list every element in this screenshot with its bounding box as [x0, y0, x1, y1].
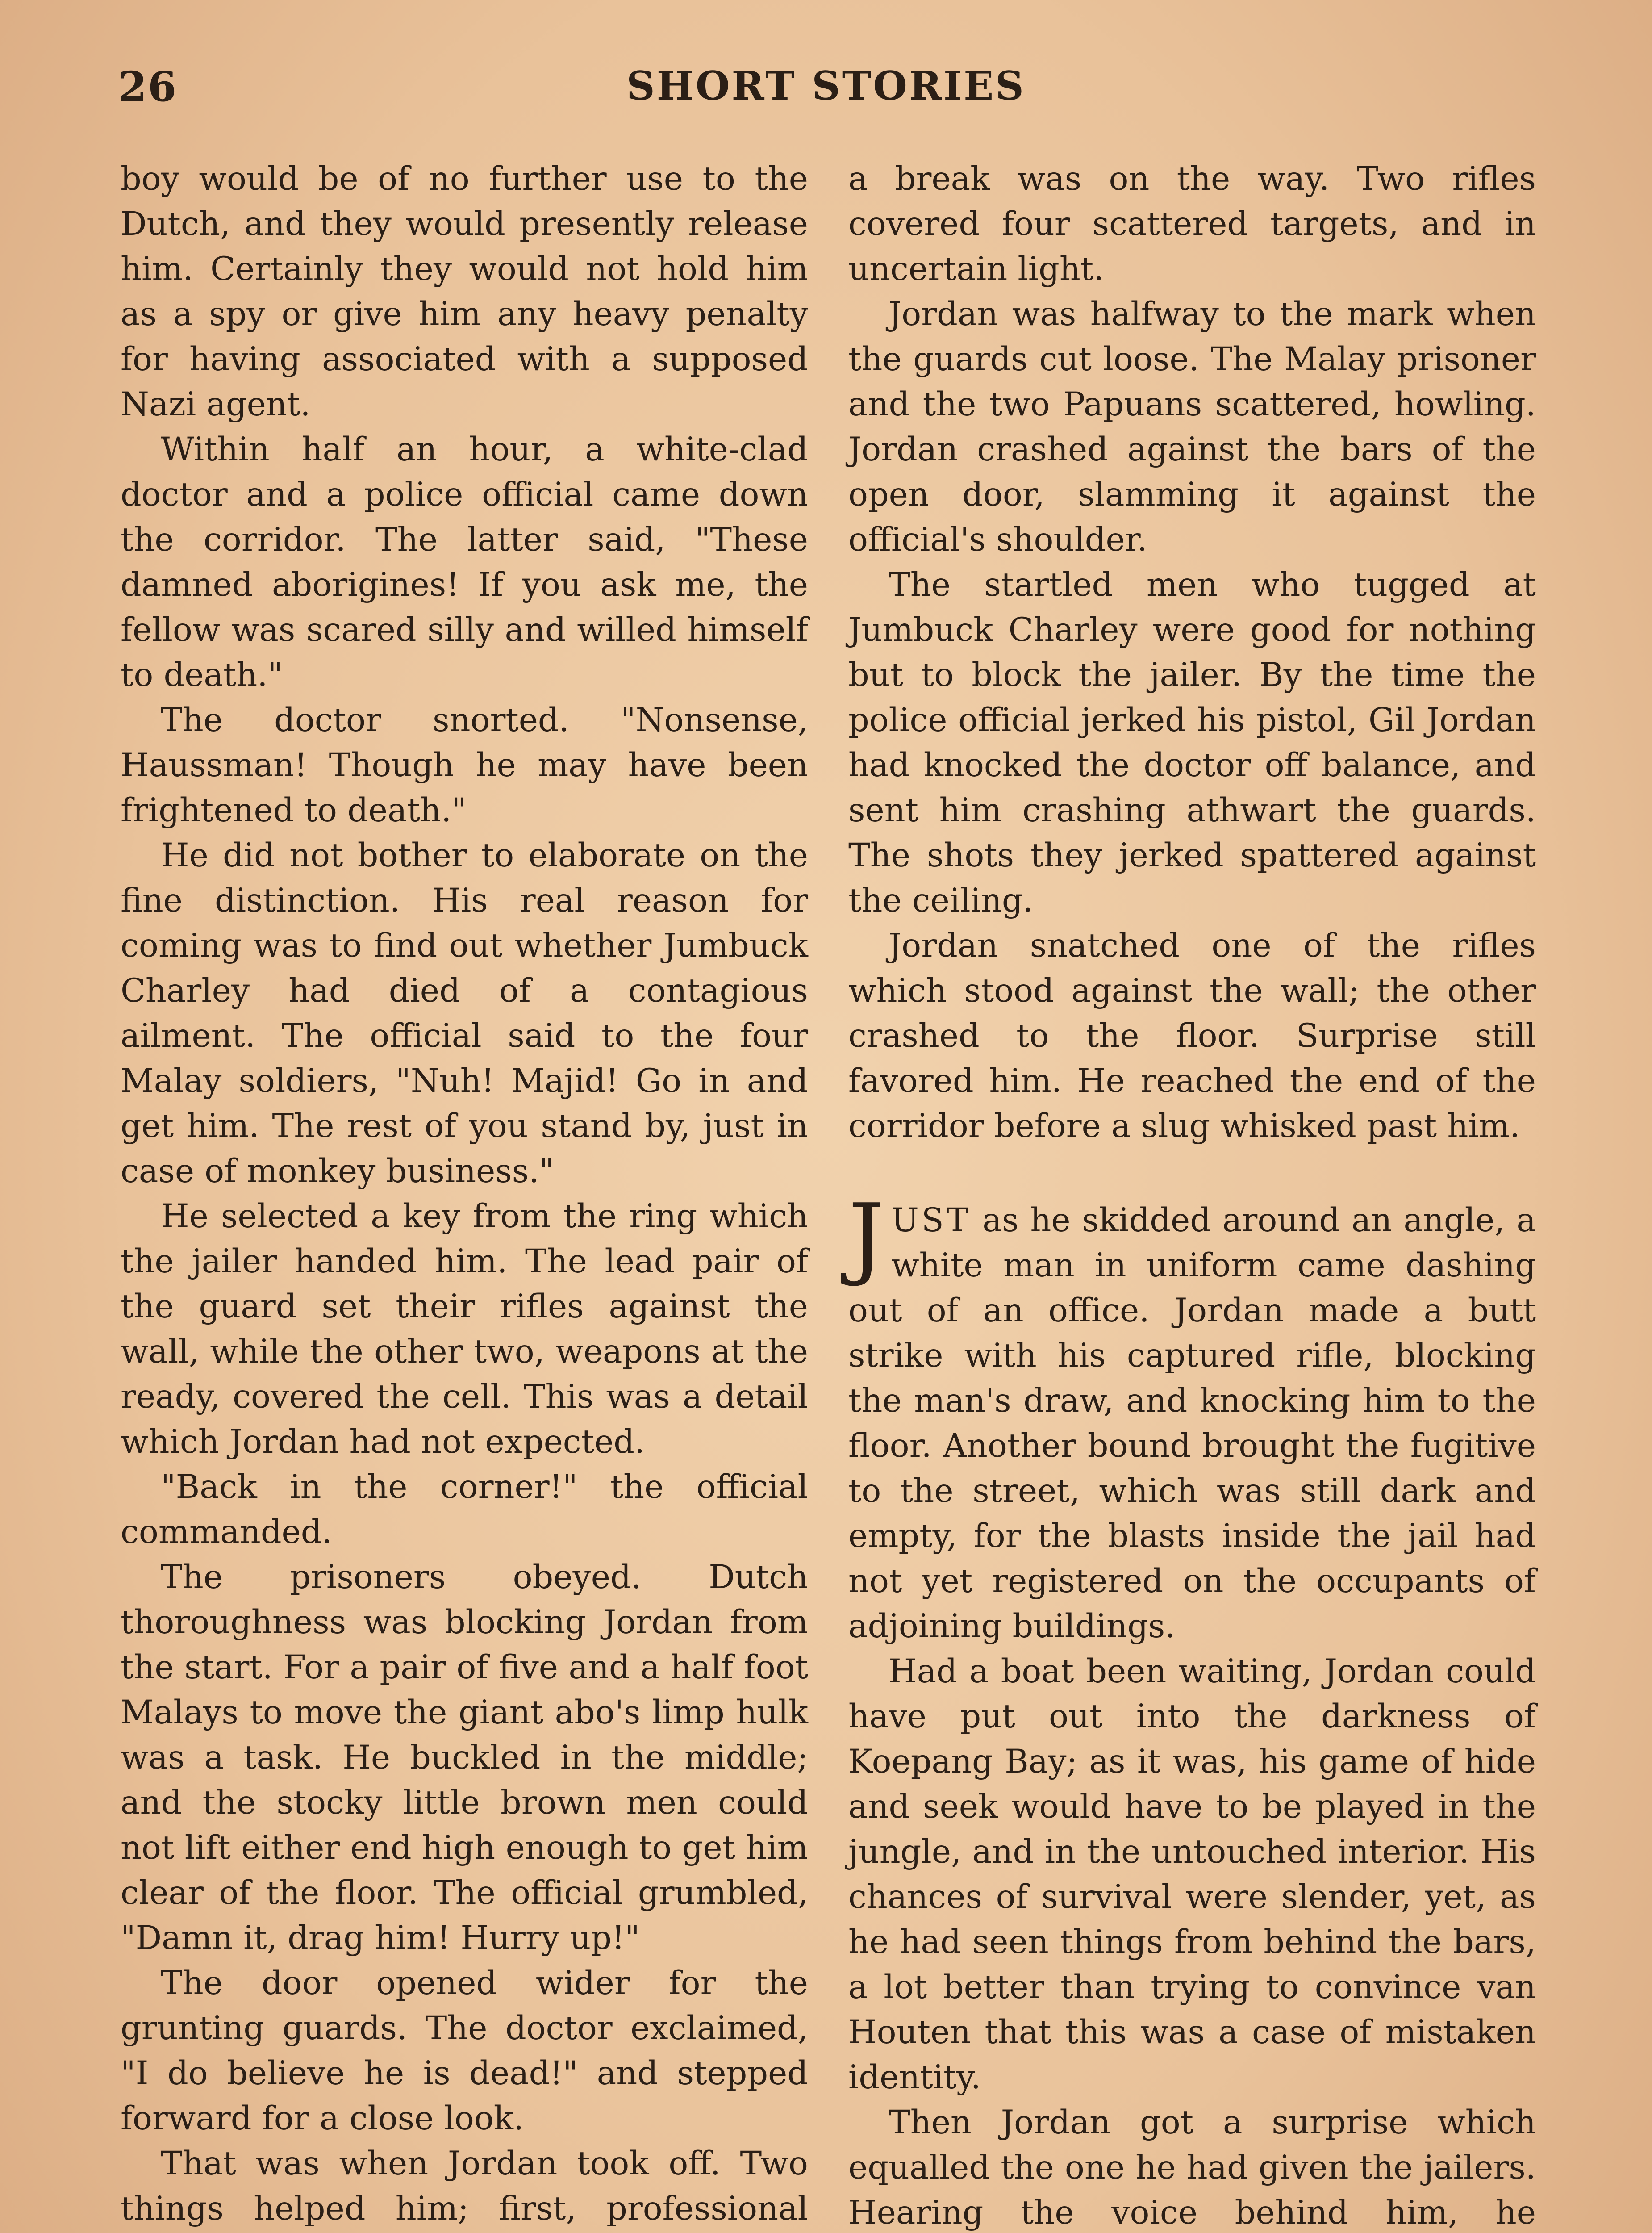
paragraph: He selected a key from the ring which the jailer handed him. The lead pair of the guard set their rifles against the wall, while the other two, weapons at the ready, covered the cell. This was a detail which Jordan had not expected. [121, 1197, 808, 1461]
drop-cap: J [848, 1185, 884, 1289]
running-head: SHORT STORIES [626, 63, 1026, 109]
left-column [121, 156, 808, 2233]
section-opening-paragraph [848, 1185, 1536, 1649]
paragraph: He did not bother to elaborate on the fine distinction. His real reason for coming was to find out whether Jumbuck Charley had died of a contagious ailment. The official said to the four Malay soldiers, "Nuh! Majid! Go in and get him. The rest of you stand by, just in case of monkey business." [121, 836, 808, 1190]
paragraph: a break was on the way. Two rifles covered four scattered targets, and in uncertain light. [848, 160, 1536, 288]
paragraph: Then Jordan got a surprise which equalled the one he had given the jailers. Hearing the voice behind him, he [848, 2103, 1536, 2232]
paragraph: The startled men who tugged at Jumbuck Charley were good for nothing but to block the jailer. By the time the police official jerked his pistol, Gil Jordan had knocked the doctor off balance, and sent him crashing athwart the guards. The shots they jerked spattered against the ceiling. [848, 566, 1536, 920]
paragraph: Jordan was halfway to the mark when the guards cut loose. The Malay prisoner and the two Papuans scattered, howling. Jordan crashed against the bars of the open door, slamming it against the official's shoulder. [848, 295, 1536, 559]
paragraph: "Back in the corner!" the official commanded. [121, 1468, 808, 1551]
paragraph: The doctor snorted. "Nonsense, Haussman! Though he may have been frightened to death." [121, 701, 808, 829]
page-number: 26 [118, 63, 178, 111]
lead-caps: UST [891, 1201, 971, 1239]
right-column [848, 156, 1536, 2233]
page-header [118, 63, 1534, 116]
paragraph: The door opened wider for the grunting guards. The doctor exclaimed, "I do believe he is dead!" and stepped forward for a close look. [121, 1964, 808, 2137]
paragraph: boy would be of no further use to the Dutch, and they would presently release him. Certainly they would not hold him as a spy or give him any heavy penalty for having associated with a supposed Nazi agent. [121, 160, 808, 423]
section-opening-text: as he skidded around an angle, a white man in uniform came dashing out of an office. Jordan made a butt strike with his captured rifle, blocking the man's draw, and knocking him to the floor. Another bound brought the fugitive to the street, which was still dark and empty, for the blasts inside the jail had not yet registered on the occupants of adjoining buildings. [848, 1201, 1536, 1645]
paragraph: Within half an hour, a white-clad doctor and a police official came down the corridor. The latter said, "These damned aborigines! If you ask me, the fellow was scared silly and willed himself to death." [121, 431, 808, 694]
section-break [848, 1149, 1536, 1198]
paragraph: Had a boat been waiting, Jordan could have put out into the darkness of Koepang Bay; as it was, his game of hide and seek would have to be played in the jungle, and in the untouched interior. His chances of survival were slender, yet, as he had seen things from behind the bars, a lot better than trying to convince van Houten that this was a case of mistaken identity. [848, 1652, 1536, 2096]
paragraph: That was when Jordan took off. Two things helped him; first, professional [121, 2145, 808, 2228]
paragraph: The prisoners obeyed. Dutch thoroughness was blocking Jordan from the start. For a pair of five and a half foot Malays to move the giant abo's limp hulk was a task. He buckled in the middle; and the stocky little brown men could not lift either end high enough to get him clear of the floor. The official grumbled, "Damn it, drag him! Hurry up!" [121, 1558, 808, 1957]
paragraph: Jordan snatched one of the rifles which stood against the wall; the other crashed to the floor. Surprise still favored him. He reached the end of the corridor before a slug whisked past him. [848, 927, 1536, 1145]
